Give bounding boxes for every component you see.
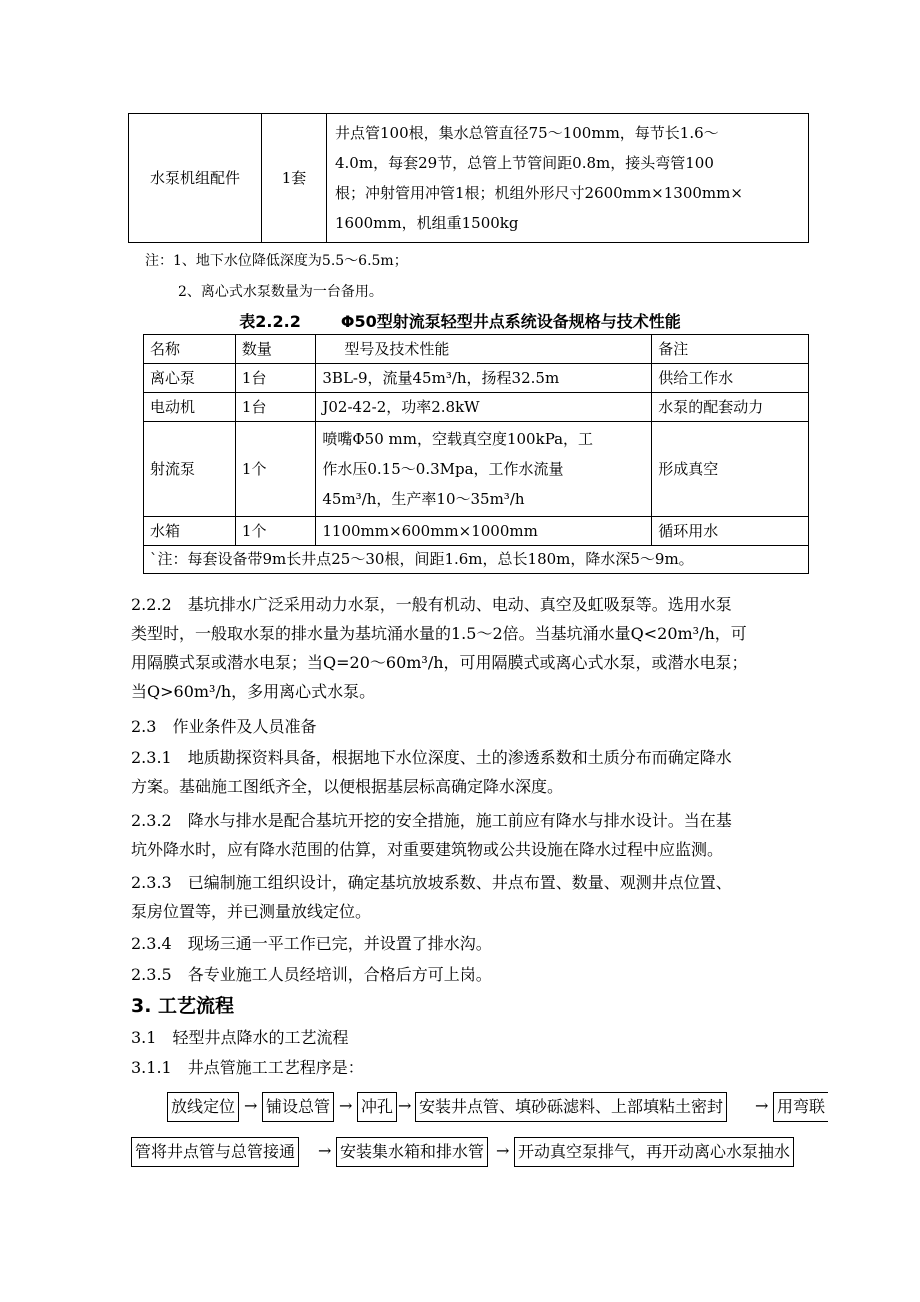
jet-pump-spec-table <box>143 334 809 574</box>
cell-note: 供给工作水 <box>652 364 809 393</box>
header-cell <box>316 335 652 364</box>
arrow-icon: → <box>398 1096 412 1115</box>
text-line: 类型时，一般取水泵的排水量为基坑涌水量的1.5～2倍。当基坑涌水量Q<20m³/h，可 <box>131 624 747 643</box>
section-3-1-heading: 3.1 轻型井点降水的工艺流程 <box>131 1028 349 1047</box>
cell-qty: 1个 <box>235 422 315 517</box>
cell-qty: 1个 <box>235 517 315 546</box>
arrow-icon: → <box>755 1096 769 1115</box>
cell-name: 水箱 <box>144 517 236 546</box>
table-row <box>144 422 809 517</box>
item-desc <box>327 114 809 243</box>
desc-line: 1600mm，机组重1500kg <box>335 214 519 232</box>
text-line: 2.3.2 降水与排水是配合基坑开挖的安全措施，施工前应有降水与排水设计。当在基 <box>131 811 732 830</box>
table-note-1: 注：1、地下水位降低深度为5.5～6.5m； <box>145 253 408 269</box>
header-cell: 备注 <box>652 335 809 364</box>
flow-step-4: 安装井点管、填砂砾滤料、上部填粘土密封 <box>415 1092 727 1122</box>
spec-line: 作水压0.15～0.3Mpa，工作水流量 <box>322 460 564 478</box>
table-footnote: `注：每套设备带9m长井点25～30根，间距1.6m，总长180m，降水深5～9m。 <box>144 546 809 574</box>
cell-qty: 1台 <box>235 364 315 393</box>
spec-line: 45m³/h，生产率10～35m³/h <box>322 490 525 508</box>
cell-qty: 1台 <box>235 393 315 422</box>
table-row <box>144 517 809 546</box>
cell-name: 离心泵 <box>144 364 236 393</box>
table-footnote-row <box>144 546 809 574</box>
cell-note: 水泵的配套动力 <box>652 393 809 422</box>
cell-spec: 1100mm×600mm×1000mm <box>316 517 652 546</box>
text-line: 用隔膜式泵或潜水电泵；当Q=20～60m³/h，可用隔膜式或离心式水泵，或潜水电泵； <box>131 653 748 672</box>
table-header-row <box>144 335 809 364</box>
flow-step-2: 铺设总管 <box>262 1092 334 1122</box>
cell-name: 电动机 <box>144 393 236 422</box>
table-caption <box>0 309 920 332</box>
text-line: 坑外降水时，应有降水范围的估算，对重要建筑物或公共设施在降水过程中应监测。 <box>131 840 724 859</box>
desc-line: 井点管100根，集水总管直径75～100mm，每节长1.6～ <box>335 124 719 142</box>
flow-step-3: 冲孔 <box>357 1092 397 1122</box>
cell-note: 循环用水 <box>652 517 809 546</box>
equipment-table-continued <box>128 113 809 243</box>
flow-step-5-cont: 管将井点管与总管接通 <box>131 1137 299 1167</box>
arrow-icon: → <box>244 1096 258 1115</box>
table-row <box>144 393 809 422</box>
arrow-icon: → <box>318 1141 332 1160</box>
table-row <box>144 364 809 393</box>
text-line: 当Q>60m³/h，多用离心式水泵。 <box>131 682 376 701</box>
text-line: 泵房位置等，并已测量放线定位。 <box>131 902 372 921</box>
cell-spec: J02-42-2，功率2.8kW <box>316 393 652 422</box>
paragraph-2-2-2 <box>131 590 811 706</box>
item-qty: 1套 <box>262 114 327 243</box>
paragraph-2-3-4: 2.3.4 现场三通一平工作已完，并设置了排水沟。 <box>131 934 492 953</box>
flow-step-1: 放线定位 <box>167 1092 239 1122</box>
header-cell-text: 型号及技术性能 <box>344 340 450 358</box>
table-note-2: 2、离心式水泵数量为一台备用。 <box>178 284 383 300</box>
header-cell: 名称 <box>144 335 236 364</box>
flow-step-6: 安装集水箱和排水管 <box>336 1137 488 1167</box>
caption-number: 表2.2.2 <box>239 312 301 331</box>
paragraph-2-3-2 <box>131 806 811 864</box>
paragraph-2-3-1 <box>131 743 811 801</box>
section-3-heading: 3. 工艺流程 <box>131 995 235 1017</box>
flow-step-7: 开动真空泵排气，再开动离心水泵抽水 <box>514 1137 794 1167</box>
item-name: 水泵机组配件 <box>129 114 262 243</box>
desc-line: 根；冲射管用冲管1根；机组外形尺寸2600mm×1300mm× <box>335 184 743 202</box>
text-line: 2.2.2 基坑排水广泛采用动力水泵，一般有机动、电动、真空及虹吸泵等。选用水泵 <box>131 595 732 614</box>
text-line: 方案。基础施工图纸齐全，以便根据基层标高确定降水深度。 <box>131 777 564 796</box>
desc-line: 4.0m，每套29节，总管上节管间距0.8m，接头弯管100 <box>335 154 714 172</box>
text-line: 2.3.3 已编制施工组织设计，确定基坑放坡系数、井点布置、数量、观测井点位置、 <box>131 873 732 892</box>
paragraph-2-3-5: 2.3.5 各专业施工人员经培训，合格后方可上岗。 <box>131 965 492 984</box>
caption-title: Φ50型射流泵轻型井点系统设备规格与技术性能 <box>340 312 681 331</box>
table-row <box>129 114 809 243</box>
text-line: 2.3.1 地质勘探资料具备，根据地下水位深度、土的渗透系数和土质分布而确定降水 <box>131 748 732 767</box>
spec-line: 喷嘴Φ50 mm，空载真空度100kPa，工 <box>322 430 594 448</box>
arrow-icon: → <box>496 1141 510 1160</box>
flow-step-5: 用弯联 <box>773 1092 828 1122</box>
header-cell: 数量 <box>235 335 315 364</box>
cell-name: 射流泵 <box>144 422 236 517</box>
section-3-1-1-heading: 3.1.1 井点管施工工艺程序是： <box>131 1058 364 1077</box>
arrow-icon: → <box>339 1096 353 1115</box>
section-2-3-heading: 2.3 作业条件及人员准备 <box>131 717 317 736</box>
paragraph-2-3-3 <box>131 868 811 926</box>
cell-note: 形成真空 <box>652 422 809 517</box>
cell-spec <box>316 422 652 517</box>
cell-spec: 3BL-9，流量45m³/h，扬程32.5m <box>316 364 652 393</box>
